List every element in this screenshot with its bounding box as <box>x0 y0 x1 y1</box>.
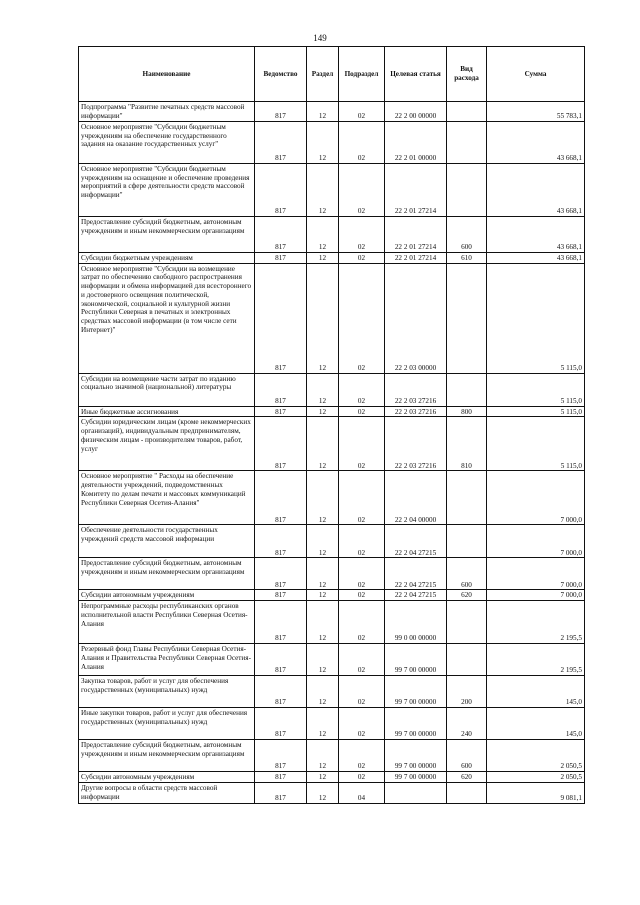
row-name: Предоставление субсидий бюджетным, автономным учреждениям и иным некоммерческим организациям <box>79 740 255 772</box>
table-header <box>79 47 585 102</box>
row-subsection: 02 <box>339 102 385 122</box>
row-target-article: 99 7 00 00000 <box>385 772 447 783</box>
row-subsection: 04 <box>339 782 385 803</box>
row-target-article: 22 2 03 27216 <box>385 417 447 471</box>
row-expense-type <box>447 263 487 373</box>
row-target-article <box>385 782 447 803</box>
table-row <box>79 102 585 122</box>
row-subsection: 02 <box>339 471 385 525</box>
row-section: 12 <box>307 253 339 264</box>
row-amount: 7 000,0 <box>487 590 585 601</box>
row-amount: 5 115,0 <box>487 417 585 471</box>
row-department: 817 <box>255 558 307 590</box>
row-section: 12 <box>307 525 339 558</box>
row-subsection: 02 <box>339 122 385 164</box>
table-row <box>79 263 585 373</box>
row-department: 817 <box>255 217 307 253</box>
row-target-article: 22 2 01 27214 <box>385 217 447 253</box>
row-name: Основное мероприятие "Субсидии бюджетным учреждениям на оснащение и обеспечение проведения мероприятий в сфере деятельности средств массовой информации" <box>79 164 255 217</box>
header-amount: Сумма <box>487 47 585 102</box>
row-subsection: 02 <box>339 601 385 644</box>
row-department: 817 <box>255 676 307 708</box>
row-subsection: 02 <box>339 417 385 471</box>
row-name: Другие вопросы в области средств массовой информации <box>79 782 255 803</box>
row-department: 817 <box>255 102 307 122</box>
row-section: 12 <box>307 263 339 373</box>
row-target-article: 22 2 04 27215 <box>385 590 447 601</box>
row-expense-type <box>447 102 487 122</box>
row-amount: 145,0 <box>487 676 585 708</box>
row-expense-type <box>447 373 487 406</box>
row-name: Предоставление субсидий бюджетным, автономным учреждениям и иным некоммерческим организациям <box>79 558 255 590</box>
row-amount: 5 115,0 <box>487 263 585 373</box>
table-row <box>79 590 585 601</box>
row-name: Субсидии автономным учреждениям <box>79 772 255 783</box>
row-amount: 55 783,1 <box>487 102 585 122</box>
row-section: 12 <box>307 102 339 122</box>
row-target-article: 22 2 03 27216 <box>385 406 447 417</box>
row-expense-type <box>447 782 487 803</box>
row-section: 12 <box>307 676 339 708</box>
row-department: 817 <box>255 122 307 164</box>
table-row <box>79 373 585 406</box>
table-row <box>79 772 585 783</box>
table-row <box>79 406 585 417</box>
row-expense-type: 240 <box>447 708 487 740</box>
row-subsection: 02 <box>339 217 385 253</box>
row-expense-type: 610 <box>447 253 487 264</box>
header-name: Наименование <box>79 47 255 102</box>
row-section: 12 <box>307 417 339 471</box>
row-amount: 43 668,1 <box>487 164 585 217</box>
row-subsection: 02 <box>339 525 385 558</box>
row-target-article: 22 2 04 27215 <box>385 525 447 558</box>
row-name: Основное мероприятие "Субсидии на возмещение затрат по обеспечению свободного распространения информации и обмена информацией для всестороннего и достоверного освещения политической, экономической, социальной и культурной жизни Республики Северная в печатных и электронных средствах массовой информации (в том числе сети Интернет)" <box>79 263 255 373</box>
row-department: 817 <box>255 590 307 601</box>
row-section: 12 <box>307 782 339 803</box>
row-department: 817 <box>255 601 307 644</box>
row-subsection: 02 <box>339 644 385 676</box>
table-row <box>79 417 585 471</box>
row-section: 12 <box>307 406 339 417</box>
row-name: Иные закупки товаров, работ и услуг для обеспечения государственных (муниципальных) нужд <box>79 708 255 740</box>
row-section: 12 <box>307 558 339 590</box>
row-expense-type: 620 <box>447 772 487 783</box>
row-amount: 7 000,0 <box>487 525 585 558</box>
row-section: 12 <box>307 122 339 164</box>
row-name: Закупка товаров, работ и услуг для обеспечения государственных (муниципальных) нужд <box>79 676 255 708</box>
row-subsection: 02 <box>339 373 385 406</box>
row-department: 817 <box>255 740 307 772</box>
row-target-article: 22 2 04 27215 <box>385 558 447 590</box>
page-number: 149 <box>313 33 327 43</box>
row-department: 817 <box>255 373 307 406</box>
row-subsection: 02 <box>339 558 385 590</box>
row-target-article: 99 7 00 00000 <box>385 708 447 740</box>
table-row <box>79 471 585 525</box>
row-name: Субсидии на возмещение части затрат по изданию социально значимой (национальной) литературы <box>79 373 255 406</box>
row-target-article: 99 7 00 00000 <box>385 676 447 708</box>
row-section: 12 <box>307 644 339 676</box>
row-department: 817 <box>255 253 307 264</box>
row-target-article: 99 0 00 00000 <box>385 601 447 644</box>
row-amount: 2 050,5 <box>487 772 585 783</box>
row-section: 12 <box>307 590 339 601</box>
table-row <box>79 740 585 772</box>
row-department: 817 <box>255 164 307 217</box>
table-row <box>79 217 585 253</box>
row-expense-type: 800 <box>447 406 487 417</box>
row-expense-type <box>447 525 487 558</box>
row-name: Субсидии бюджетным учреждениям <box>79 253 255 264</box>
row-name: Иные бюджетные ассигнования <box>79 406 255 417</box>
row-expense-type: 600 <box>447 558 487 590</box>
table-row <box>79 782 585 803</box>
row-subsection: 02 <box>339 772 385 783</box>
table-row <box>79 644 585 676</box>
row-amount: 43 668,1 <box>487 122 585 164</box>
row-section: 12 <box>307 740 339 772</box>
row-section: 12 <box>307 601 339 644</box>
row-department: 817 <box>255 772 307 783</box>
row-name: Обеспечение деятельности государственных учреждений средств массовой информации <box>79 525 255 558</box>
row-name: Основное мероприятие "Субсидии бюджетным учреждениям на обеспечение государственного задания на оказание государственных услуг" <box>79 122 255 164</box>
row-amount: 2 195,5 <box>487 644 585 676</box>
row-amount: 2 195,5 <box>487 601 585 644</box>
row-name: Основное мероприятие " Расходы на обеспечение деятельности учреждений, подведомственных Комитету по делам печати и массовых коммуникаций Республики Северная Осетия-Алания" <box>79 471 255 525</box>
row-amount: 7 000,0 <box>487 558 585 590</box>
row-amount: 7 000,0 <box>487 471 585 525</box>
row-department: 817 <box>255 471 307 525</box>
row-subsection: 02 <box>339 708 385 740</box>
row-target-article: 22 2 03 00000 <box>385 263 447 373</box>
row-subsection: 02 <box>339 590 385 601</box>
row-target-article: 22 2 03 27216 <box>385 373 447 406</box>
table-row <box>79 253 585 264</box>
header-target-article: Целевая статья <box>385 47 447 102</box>
row-department: 817 <box>255 782 307 803</box>
budget-table <box>78 46 585 804</box>
row-target-article: 22 2 01 27214 <box>385 253 447 264</box>
row-section: 12 <box>307 772 339 783</box>
row-amount: 145,0 <box>487 708 585 740</box>
row-subsection: 02 <box>339 406 385 417</box>
row-department: 817 <box>255 263 307 373</box>
row-section: 12 <box>307 708 339 740</box>
header-department: Ведомство <box>255 47 307 102</box>
row-name: Непрограммные расходы республиканских органов исполнительной власти Республики Северная Осетия-Алания <box>79 601 255 644</box>
table-row <box>79 558 585 590</box>
table-row <box>79 601 585 644</box>
row-section: 12 <box>307 217 339 253</box>
row-amount: 9 081,1 <box>487 782 585 803</box>
row-subsection: 02 <box>339 164 385 217</box>
row-target-article: 99 7 00 00000 <box>385 644 447 676</box>
row-expense-type: 810 <box>447 417 487 471</box>
row-expense-type: 200 <box>447 676 487 708</box>
table-row <box>79 676 585 708</box>
row-expense-type <box>447 471 487 525</box>
row-target-article: 22 2 01 00000 <box>385 122 447 164</box>
row-subsection: 02 <box>339 263 385 373</box>
table-body <box>79 102 585 804</box>
table-row <box>79 525 585 558</box>
row-target-article: 99 7 00 00000 <box>385 740 447 772</box>
row-target-article: 22 2 04 00000 <box>385 471 447 525</box>
row-section: 12 <box>307 471 339 525</box>
row-name: Подпрограмма "Развитие печатных средств массовой информации" <box>79 102 255 122</box>
row-name: Предоставление субсидий бюджетным, автономным учреждениям и иным некоммерческим организациям <box>79 217 255 253</box>
header-subsection: Подраздел <box>339 47 385 102</box>
row-expense-type: 600 <box>447 740 487 772</box>
row-department: 817 <box>255 417 307 471</box>
header-section: Раздел <box>307 47 339 102</box>
row-name: Резервный фонд Главы Республики Северная Осетия-Алания и Правительства Республики Северная Осетия-Алания <box>79 644 255 676</box>
row-expense-type: 620 <box>447 590 487 601</box>
row-amount: 43 668,1 <box>487 217 585 253</box>
row-department: 817 <box>255 406 307 417</box>
row-subsection: 02 <box>339 740 385 772</box>
header-expense-type: Вид расхода <box>447 47 487 102</box>
row-target-article: 22 2 01 27214 <box>385 164 447 217</box>
row-target-article: 22 2 00 00000 <box>385 102 447 122</box>
row-subsection: 02 <box>339 253 385 264</box>
row-expense-type <box>447 164 487 217</box>
row-amount: 2 050,5 <box>487 740 585 772</box>
row-expense-type <box>447 601 487 644</box>
row-amount: 5 115,0 <box>487 373 585 406</box>
row-name: Субсидии юридическим лицам (кроме некоммерческих организаций), индивидуальным предпринимателям, физическим лицам - производителям товаров, работ, услуг <box>79 417 255 471</box>
row-department: 817 <box>255 644 307 676</box>
row-section: 12 <box>307 164 339 217</box>
table-row <box>79 164 585 217</box>
row-department: 817 <box>255 525 307 558</box>
row-expense-type: 600 <box>447 217 487 253</box>
header-row <box>79 47 585 102</box>
row-subsection: 02 <box>339 676 385 708</box>
row-section: 12 <box>307 373 339 406</box>
row-amount: 5 115,0 <box>487 406 585 417</box>
row-amount: 43 668,1 <box>487 253 585 264</box>
row-department: 817 <box>255 708 307 740</box>
row-expense-type <box>447 122 487 164</box>
row-name: Субсидии автономным учреждениям <box>79 590 255 601</box>
table-row <box>79 122 585 164</box>
row-expense-type <box>447 644 487 676</box>
table-row <box>79 708 585 740</box>
